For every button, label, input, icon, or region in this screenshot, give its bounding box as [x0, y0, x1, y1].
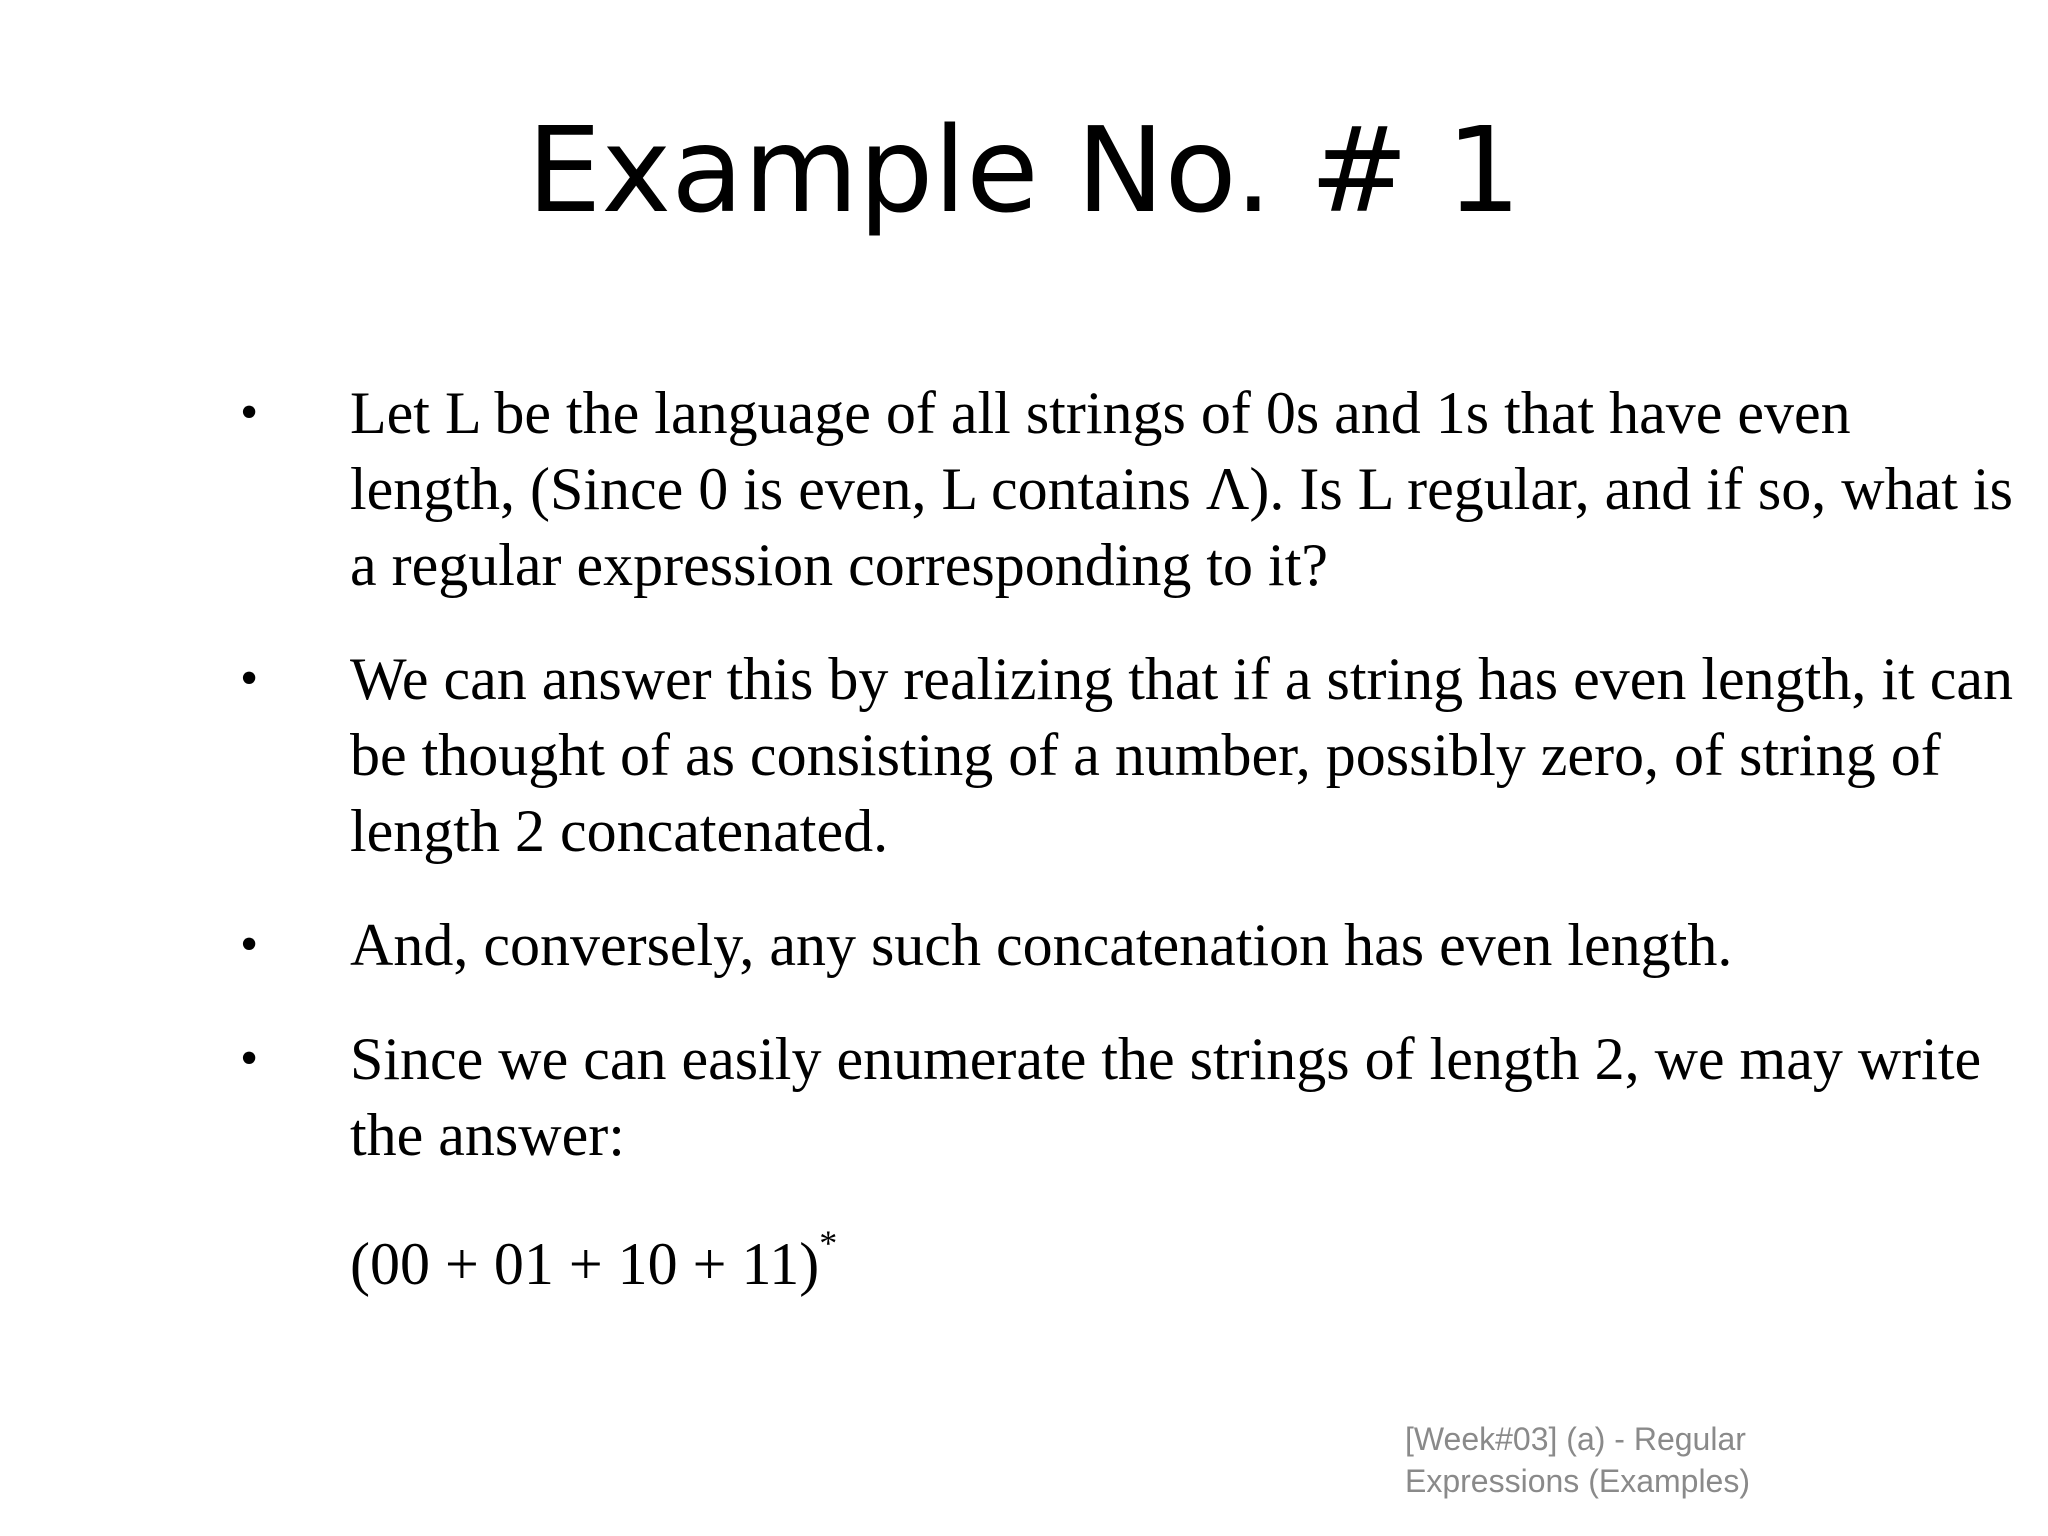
regular-expression-formula — [350, 1213, 837, 1302]
bullet-list — [240, 375, 2030, 1211]
bullet-text: And, conversely, any such concatenation has even length. — [350, 912, 1733, 978]
slide-footer — [1405, 1418, 1825, 1502]
bullet-icon: • — [240, 384, 259, 441]
bullet-item — [240, 907, 2030, 983]
bullet-text: Let L be the language of all strings of 0s and 1s that have even length, (Since 0 is even, L contains Λ). Is L regular, and if so, what is a regular expression corresponding to it? — [350, 380, 2013, 598]
formula-kleene-star: * — [819, 1223, 838, 1263]
bullet-item — [240, 641, 2030, 869]
bullet-icon: • — [240, 916, 259, 973]
bullet-text: Since we can easily enumerate the strings of length 2, we may write the answer: — [350, 1026, 1982, 1168]
bullet-icon: • — [240, 1030, 259, 1087]
bullet-icon: • — [240, 650, 259, 707]
footer-line-1: [Week#03] (a) - Regular — [1405, 1421, 1746, 1457]
formula-expression: (00 + 01 + 10 + 11) — [350, 1231, 820, 1297]
bullet-item — [240, 1021, 2030, 1173]
bullet-item — [240, 375, 2030, 603]
footer-line-2: Expressions (Examples) — [1405, 1463, 1750, 1499]
bullet-text: We can answer this by realizing that if a string has even length, it can be thought of as consisting of a number, possibly zero, of string of length 2 concatenated. — [350, 646, 2013, 864]
slide-title: Example No. # 1 — [526, 101, 1522, 239]
